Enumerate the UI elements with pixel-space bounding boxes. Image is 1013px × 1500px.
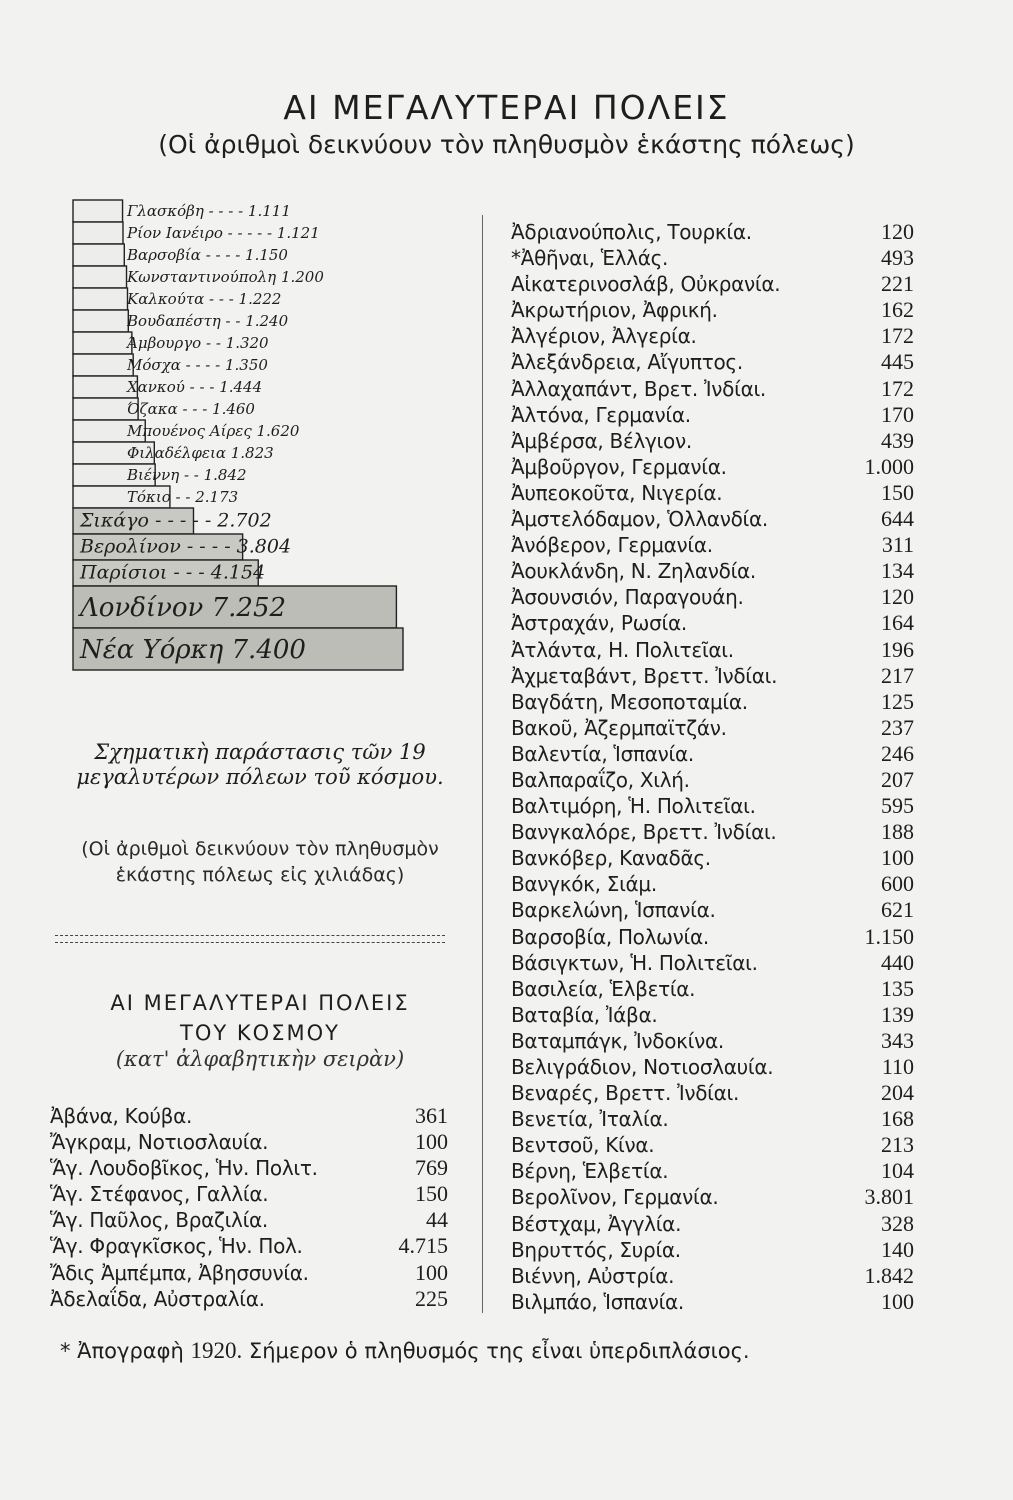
- city-name: Ἄδις Ἀμπέμπα, Ἀβησσυνία.: [50, 1260, 309, 1285]
- city-name: Βανγκόκ, Σιάμ.: [511, 872, 657, 897]
- list-item: [511, 1002, 914, 1028]
- chart-bar: [73, 332, 132, 354]
- list-item: [50, 1181, 448, 1207]
- city-population: 100: [881, 845, 914, 871]
- bar-label: Φιλαδέλφεια 1.823: [127, 443, 274, 462]
- list-item: [511, 897, 914, 923]
- bar-label: Κωνσταντινούπολη 1.200: [127, 267, 324, 286]
- city-population: 110: [881, 1054, 914, 1079]
- city-name: Ἀουκλάνδη, Ν. Ζηλανδία.: [511, 559, 756, 584]
- list-item: [511, 454, 914, 480]
- city-population: 221: [881, 271, 914, 297]
- city-population: 600: [881, 871, 914, 897]
- list-item: [511, 1054, 914, 1080]
- list-item: [511, 1158, 914, 1184]
- city-name: Ἀδριανούπολις, Τουρκία.: [511, 220, 752, 244]
- list-item: [50, 1129, 448, 1155]
- city-population: 140: [881, 1236, 914, 1262]
- city-name: Αἰκατερινοσλάβ, Οὐκρανία.: [511, 272, 781, 297]
- city-name: Βερολῖνον, Γερμανία.: [511, 1185, 719, 1210]
- footnote: [60, 1338, 960, 1364]
- city-name: Ἀμβοῦργον, Γερμανία.: [511, 454, 727, 479]
- bar-label: Παρίσιοι - - - 4.154: [80, 561, 266, 584]
- list-item: [511, 1289, 914, 1315]
- chart-bar: [73, 354, 133, 376]
- city-population: 343: [881, 1027, 914, 1053]
- list-heading-line2: ΤΟΥ ΚΟΣΜΟΥ: [180, 1021, 340, 1045]
- city-name: Βαγδάτη, Μεσοποταμία.: [511, 689, 748, 714]
- city-population: 595: [881, 793, 914, 819]
- city-name: Ἀνόβερον, Γερμανία.: [511, 533, 713, 558]
- city-population: 204: [881, 1080, 914, 1106]
- city-name: Βασιλεία, Ἑλβετία.: [511, 976, 696, 1001]
- list-item: [511, 1184, 914, 1210]
- list-item: [511, 1263, 914, 1289]
- list-item: [50, 1233, 448, 1259]
- list-item: [511, 845, 914, 871]
- list-item: [50, 1207, 448, 1233]
- city-name: Ἀβάνα, Κούβα.: [50, 1104, 193, 1128]
- list-item: [511, 663, 914, 689]
- city-population: 328: [881, 1210, 914, 1236]
- page-subtitle: (Οἱ ἀριθμοὶ δεικνύουν τὸν πληθυσμὸν ἑκάστης πόλεως): [158, 130, 855, 159]
- list-item: [511, 297, 914, 323]
- chart-bar: [73, 244, 124, 266]
- footnote-year: 1920.: [190, 1338, 243, 1363]
- city-population: 207: [881, 766, 914, 792]
- city-population: 493: [881, 245, 914, 271]
- list-item: [511, 637, 914, 663]
- city-population: 150: [881, 479, 914, 505]
- city-name: Ἀστραχάν, Ρωσία.: [511, 611, 687, 636]
- bar-label: Καλκούτα - - - 1.222: [127, 289, 282, 308]
- city-name: Ἀτλάντα, Η. Πολιτεῖαι.: [511, 637, 734, 662]
- list-item: [511, 480, 914, 506]
- city-population: 445: [881, 349, 914, 375]
- list-item: [511, 584, 914, 610]
- city-population: 1.150: [864, 923, 914, 949]
- list-item: [511, 715, 914, 741]
- list-item: [511, 1132, 914, 1158]
- list-item: [511, 1106, 914, 1132]
- list-item: [511, 950, 914, 976]
- city-name: Ἀλλαχαπάντ, Βρετ. Ἰνδίαι.: [511, 376, 766, 401]
- city-name: Ἀλγέριον, Ἀλγερία.: [511, 324, 697, 349]
- city-population: 225: [415, 1285, 448, 1311]
- city-name: Βανκόβερ, Καναδᾶς.: [511, 846, 711, 871]
- city-name: Βαταβία, Ἰάβα.: [511, 1002, 658, 1027]
- population-bar-chart: [72, 198, 412, 674]
- city-name: Ἅγ. Λουδοβῖκος, Ἡν. Πολιτ.: [50, 1156, 318, 1181]
- chart-bar: [73, 266, 127, 288]
- bar-label: Μόσχα - - - - 1.350: [127, 355, 268, 374]
- city-population: 769: [415, 1155, 448, 1181]
- chart-bar: [73, 310, 128, 332]
- list-item: [511, 219, 914, 245]
- city-population: 4.715: [398, 1233, 448, 1259]
- city-name: Ἀδελαΐδα, Αὐστραλία.: [50, 1286, 265, 1311]
- list-item: [511, 428, 914, 454]
- city-population: 168: [881, 1106, 914, 1132]
- city-name: Βαλεντία, Ἱσπανία.: [511, 741, 694, 766]
- city-name: Βιλμπάο, Ἱσπανία.: [511, 1289, 684, 1314]
- city-population: 311: [881, 532, 914, 558]
- city-name: Ἀμστελόδαμον, Ὁλλανδία.: [511, 507, 768, 532]
- list-item: [50, 1260, 448, 1286]
- page-title: ΑΙ ΜΕΓΑΛΥΤΕΡΑΙ ΠΟΛΕΙΣ: [283, 88, 730, 127]
- list-item: [511, 767, 914, 793]
- city-name: Βέρνη, Ἑλβετία.: [511, 1159, 669, 1184]
- city-name: Ἀμβέρσα, Βέλγιον.: [511, 428, 692, 453]
- city-name: Βαταμπάγκ, Ἰνδοκίνα.: [511, 1028, 724, 1053]
- list-item: [511, 976, 914, 1002]
- list-item: [511, 689, 914, 715]
- city-population: 170: [881, 401, 914, 427]
- city-population: 100: [415, 1129, 448, 1155]
- list-item: [511, 349, 914, 375]
- city-name: Ἅγ. Παῦλος, Βραζιλία.: [50, 1208, 268, 1233]
- city-population: 246: [881, 740, 914, 766]
- bar-label: Βαρσοβία - - - - 1.150: [127, 245, 288, 264]
- list-item: [511, 271, 914, 297]
- list-item: [511, 924, 914, 950]
- city-population: 172: [881, 375, 914, 401]
- bar-label: Βιέννη - - 1.842: [127, 465, 247, 484]
- chart-bar: [73, 288, 127, 310]
- city-name: Βεντσοῦ, Κίνα.: [511, 1133, 655, 1158]
- city-population: 213: [881, 1132, 914, 1158]
- city-name: Βακοῦ, Ἀζερμπαϊτζάν.: [511, 715, 727, 740]
- city-population: 125: [881, 688, 914, 714]
- chart-caption-note: (Οἱ ἀριθμοὶ δεικνύουν τὸν πληθυσμὸν ἑκάστης πόλεως εἰς χιλιάδας): [81, 838, 439, 886]
- city-population: 172: [881, 323, 914, 349]
- city-population: 135: [881, 975, 914, 1001]
- list-item: [511, 793, 914, 819]
- city-name: Βηρυττός, Συρία.: [511, 1237, 681, 1262]
- footnote-text: Σήμερον ὁ πληθυσμός της εἶναι ὑπερδιπλάσιος.: [248, 1339, 750, 1363]
- bar-label: Βουδαπέστη - - 1.240: [127, 311, 289, 330]
- list-subheading: (κατ' ἀλφαβητικὴν σειρὰν): [115, 1047, 405, 1071]
- city-population: 139: [881, 1001, 914, 1027]
- list-heading-line1: ΑΙ ΜΕΓΑΛΥΤΕΡΑΙ ΠΟΛΕΙΣ: [110, 991, 410, 1015]
- city-name: Βαρσοβία, Πολωνία.: [511, 924, 709, 949]
- city-name: Ἀσουνσιόν, Παραγουάη.: [511, 585, 744, 610]
- city-population: 100: [415, 1259, 448, 1285]
- city-name: Ἀκρωτήριον, Ἀφρική.: [511, 298, 718, 323]
- city-population: 644: [881, 506, 914, 532]
- bar-label: Γλασκόβη - - - - 1.111: [127, 201, 291, 220]
- city-name: Βαλπαραΐζο, Χιλή.: [511, 767, 690, 792]
- city-name: *Ἀθῆναι, Ἑλλάς.: [511, 246, 669, 271]
- list-item: [511, 1237, 914, 1263]
- column-divider: [482, 215, 483, 1313]
- city-population: 440: [881, 949, 914, 975]
- city-population: 134: [881, 558, 914, 584]
- city-population: 3.801: [864, 1184, 914, 1210]
- bar-label: Μπουένος Αίρες 1.620: [127, 421, 300, 440]
- footnote-star: * Ἀπογραφὴ: [60, 1339, 184, 1363]
- city-name: Βάσιγκτων, Ἡ. Πολιτεῖαι.: [511, 950, 758, 975]
- city-population: 439: [881, 427, 914, 453]
- list-item: [50, 1103, 448, 1129]
- city-name: Ἀυπεοκοῦτα, Νιγερία.: [511, 480, 723, 505]
- list-item: [511, 532, 914, 558]
- city-name: Βαλτιμόρη, Ἡ. Πολιτεῖαι.: [511, 794, 756, 819]
- city-name: Βελιγράδιον, Νοτιοσλαυία.: [511, 1055, 774, 1079]
- bar-label: Σικάγο - - - - - 2.702: [80, 509, 272, 532]
- list-heading: [40, 988, 480, 1048]
- city-name: Βαρκελώνη, Ἱσπανία.: [511, 898, 716, 923]
- city-name: Ἀλεξάνδρεια, Αἴγυπτος.: [511, 350, 743, 375]
- city-name: Βέστχαμ, Ἀγγλία.: [511, 1211, 682, 1236]
- list-item: [511, 1028, 914, 1054]
- city-name: Ἀλτόνα, Γερμανία.: [511, 402, 691, 427]
- city-population: 162: [881, 297, 914, 323]
- city-population: 120: [881, 584, 914, 610]
- city-name: Βανγκαλόρε, Βρεττ. Ἰνδίαι.: [511, 820, 777, 845]
- city-population: 1.842: [864, 1262, 914, 1288]
- city-population: 150: [415, 1181, 448, 1207]
- city-population: 196: [881, 636, 914, 662]
- city-population: 100: [881, 1288, 914, 1314]
- list-item: [50, 1286, 448, 1312]
- chart-bar: [73, 200, 123, 222]
- list-item: [511, 376, 914, 402]
- list-item: [511, 506, 914, 532]
- city-list-left: [50, 1103, 448, 1312]
- divider-rule: [55, 935, 445, 936]
- city-name: Βεναρές, Βρεττ. Ἰνδίαι.: [511, 1081, 740, 1106]
- city-name: Βενετία, Ἰταλία.: [511, 1107, 669, 1132]
- city-list-right: [511, 219, 914, 1315]
- list-item: [511, 1211, 914, 1237]
- bar-label: Ρίον Ιανέιρο - - - - - 1.121: [127, 223, 320, 242]
- list-item: [511, 610, 914, 636]
- list-item: [50, 1155, 448, 1181]
- bar-label: Νέα Υόρκη 7.400: [80, 635, 306, 666]
- city-population: 1.000: [864, 453, 914, 479]
- city-name: Ἄγκραμ, Νοτιοσλαυία.: [50, 1130, 269, 1155]
- list-item: [511, 871, 914, 897]
- city-name: Βιέννη, Αὐστρία.: [511, 1263, 675, 1288]
- city-name: Ἅγ. Στέφανος, Γαλλία.: [50, 1182, 269, 1207]
- city-population: 237: [881, 714, 914, 740]
- city-population: 104: [881, 1158, 914, 1184]
- bar-label: Άμβουργο - - 1.320: [127, 333, 269, 352]
- city-population: 44: [426, 1207, 448, 1233]
- list-item: [511, 323, 914, 349]
- bar-label: Όζακα - - - 1.460: [127, 399, 255, 418]
- chart-caption: Σχηματικὴ παράστασις τῶν 19 μεγαλυτέρων πόλεων τοῦ κόσμου.: [76, 740, 444, 789]
- city-population: 164: [881, 610, 914, 636]
- city-population: 120: [881, 219, 914, 244]
- list-item: [511, 1080, 914, 1106]
- divider-rule: [55, 942, 445, 943]
- bar-label: Λονδίνον 7.252: [80, 593, 287, 624]
- city-population: 621: [881, 897, 914, 923]
- chart-bar: [73, 222, 123, 244]
- city-population: 361: [415, 1103, 448, 1128]
- list-item: [511, 741, 914, 767]
- list-item: [511, 402, 914, 428]
- city-name: Ἀχμεταβάντ, Βρεττ. Ἰνδίαι.: [511, 663, 778, 688]
- list-item: [511, 819, 914, 845]
- bar-label: Βερολίνον - - - - 3.804: [80, 535, 292, 558]
- city-population: 188: [881, 819, 914, 845]
- list-item: [511, 558, 914, 584]
- city-population: 217: [881, 662, 914, 688]
- bar-label: Τόκιο - - 2.173: [127, 487, 239, 506]
- city-name: Ἅγ. Φραγκῖσκος, Ἡν. Πολ.: [50, 1234, 303, 1259]
- bar-label: Χανκού - - - 1.444: [127, 377, 263, 396]
- list-item: [511, 245, 914, 271]
